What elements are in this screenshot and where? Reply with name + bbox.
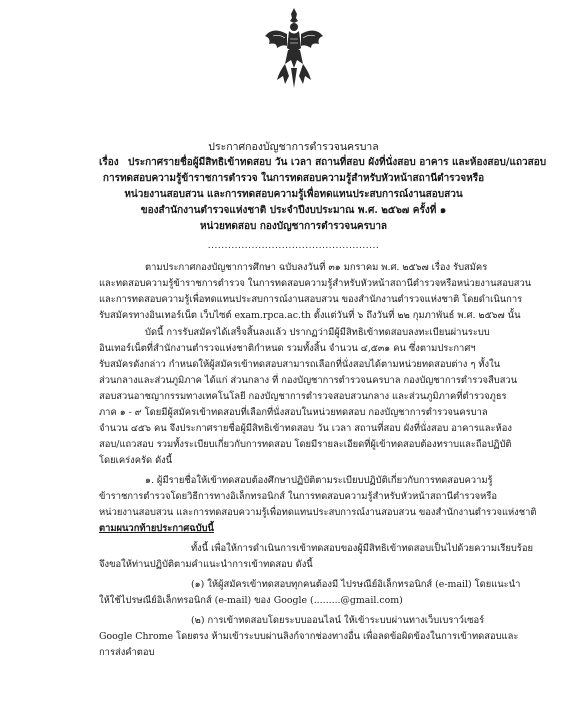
sub1-line-1: (๑) ให้ผู้สมัครเข้าทดสอบทุกคนต้องมี ไปรษณีย์อิเล็กทรอนิกส์ (e-mail) โดยแนะนำ (191, 579, 521, 590)
subject-label: เรื่อง (99, 157, 119, 168)
para2-line-7: จำนวน ๔๕๖ คน จึงประกาศรายชื่อผู้มีสิทธิเข้าทดสอบ วัน เวลา สถานที่สอบ ผังที่นั่งสอบ อาคารและห้อง (99, 423, 512, 434)
item1-line-3: หน่วยงานสอบสวน และการทดสอบความรู้เพื่อทดแทนประสบการณ์งานสอบสวน ของสำนักงานตำรวจแห่งชาติ (99, 507, 537, 518)
para2-line-6: ภาค ๑ - ๙ โดยมีผู้สมัครเข้าทดสอบที่เลือกที่นั่งสอบในหน่วยทดสอบ กองบัญชาการตำรวจนครบาล (99, 407, 488, 418)
para2-line-1: บัดนี้ การรับสมัครได้เสร็จสิ้นลงแล้ว ปรากฏว่ามีผู้มีสิทธิเข้าทดสอบลงทะเบียนผ่านระบบ (145, 327, 490, 338)
sub2-line-3: การส่งคำตอบ (99, 647, 155, 658)
item1-line-1: ๑. ผู้มีรายชื่อให้เข้าทดสอบต้องศึกษาปฏิบัติตามระเบียบปฏิบัติเกี่ยวกับการทดสอบความรู้ (145, 475, 493, 486)
para2-line-3: รับสมัครดังกล่าว กำหนดให้ผู้สมัครเข้าทดสอบสามารถเลือกที่นั่งสอบได้ตามหน่วยทดสอบต่าง ๆ ทั้งใน (99, 359, 501, 370)
garuda-emblem (263, 6, 325, 90)
sub2-line-1: (๒) การเข้าทดสอบโดยระบบออนไลน์ ให้เข้าระบบผ่านทางเว็บเบราว์เซอร์ (191, 615, 485, 626)
para3-line-2: จึงขอให้ท่านปฏิบัติตามคำแนะนำการเข้าทดสอบ ดังนี้ (99, 559, 313, 570)
subject-line-5: หน่วยทดสอบ กองบัญชาการตำรวจนครบาล (199, 221, 388, 232)
para3-line-1: ทั้งนี้ เพื่อให้การดำเนินการเข้าทดสอบของผู้มีสิทธิเข้าทดสอบเป็นไปด้วยความเรียบร้อย (191, 543, 533, 554)
para1-line-2: และทดสอบความรู้ข้าราชการตำรวจ ในการทดสอบความรู้สำหรับหัวหน้าสถานีตำรวจหรือหน่วยงานสอบสวน (99, 278, 532, 289)
sub1-line-2: ให้ใช้ไปรษณีย์อิเล็กทรอนิกส์ (e-mail) ของ Google (.........@gmail.com) (99, 595, 403, 606)
para1-line-4: รับสมัครทางอินเทอร์เน็ต เว็บไซต์ exam.rpca.ac.th ตั้งแต่วันที่ ๖ ถึงวันที่ ๒๒ กุมภาพันธ์ พ.ศ. ๒๕๖๗ นั้น (99, 310, 521, 321)
para2-line-2: อินเทอร์เน็ตที่สำนักงานตำรวจแห่งชาติกำหนด รวมทั้งสิ้น จำนวน ๔,๕๓๑ คน ซึ่งตามประกาศฯ (99, 343, 476, 354)
garuda-emblem-icon (263, 6, 325, 90)
para2-line-4: ส่วนกลางและส่วนภูมิภาค ได้แก่ ส่วนกลาง ที่ กองบัญชาการตำรวจนครบาล กองบัญชาการตำรวจสืบสวน (99, 375, 518, 386)
para1-line-3: และการทดสอบความรู้เพื่อทดแทนประสบการณ์งานสอบสวน ของสำนักงานตำรวจแห่งชาติ โดยดำเนินการ (99, 294, 523, 305)
para2-line-9: โดยเคร่งครัด ดังนี้ (99, 455, 173, 466)
para2-line-5: สอบสวนอาชญากรรมทางเทคโนโลยี กองบัญชาการตำรวจสอบสวนกลาง และส่วนภูมิภาคที่ตำรวจภูธร (99, 391, 507, 402)
item1-annex-ref: ตามผนวกท้ายประกาศฉบับนี้ (99, 523, 214, 534)
subject-line-3: หน่วยงานสอบสวน และการทดสอบความรู้เพื่อทดแทนประสบการณ์งานสอบสวน (124, 189, 463, 200)
subject-line-4: ของสำนักงานตำรวจแห่งชาติ ประจำปีงบประมาณ พ.ศ. ๒๕๖๗ ครั้งที่ ๑ (140, 205, 447, 216)
divider: ................................................... (207, 241, 380, 251)
para2-line-8: สอบ/แถวสอบ รวมทั้งระเบียบเกี่ยวกับการทดสอบ โดยมีรายละเอียดที่ผู้เข้าทดสอบต้องทราบและถือปฏิบัติ (99, 439, 512, 450)
sub2-line-2: Google Chrome โดยตรง ห้ามเข้าระบบผ่านลิงก์จากช่องทางอื่น เพื่อลดข้อผิดข้องในการเข้าทดสอบและ (99, 631, 519, 642)
para1-line-1: ตามประกาศกองบัญชาการศึกษา ฉบับลงวันที่ ๓๑ มกราคม พ.ศ. ๒๕๖๗ เรื่อง รับสมัคร (145, 262, 488, 273)
subject-line-1: ประกาศรายชื่อผู้มีสิทธิเข้าทดสอบ วัน เวลา สถานที่สอบ ผังที่นั่งสอบ อาคาร และห้องสอบ/แถวสอบ (128, 157, 547, 168)
org-title: ประกาศกองบัญชาการตำรวจนครบาล (208, 141, 379, 153)
item1-line-2: ข้าราชการตำรวจโดยวิธีการทางอิเล็กทรอนิกส์ ในการทดสอบความรู้สำหรับหัวหน้าสถานีตำรวจหรือ (99, 491, 498, 502)
subject-line-2: การทดสอบความรู้ข้าราชการตำรวจ ในการทดสอบความรู้สำหรับหัวหน้าสถานีตำรวจหรือ (102, 173, 485, 184)
